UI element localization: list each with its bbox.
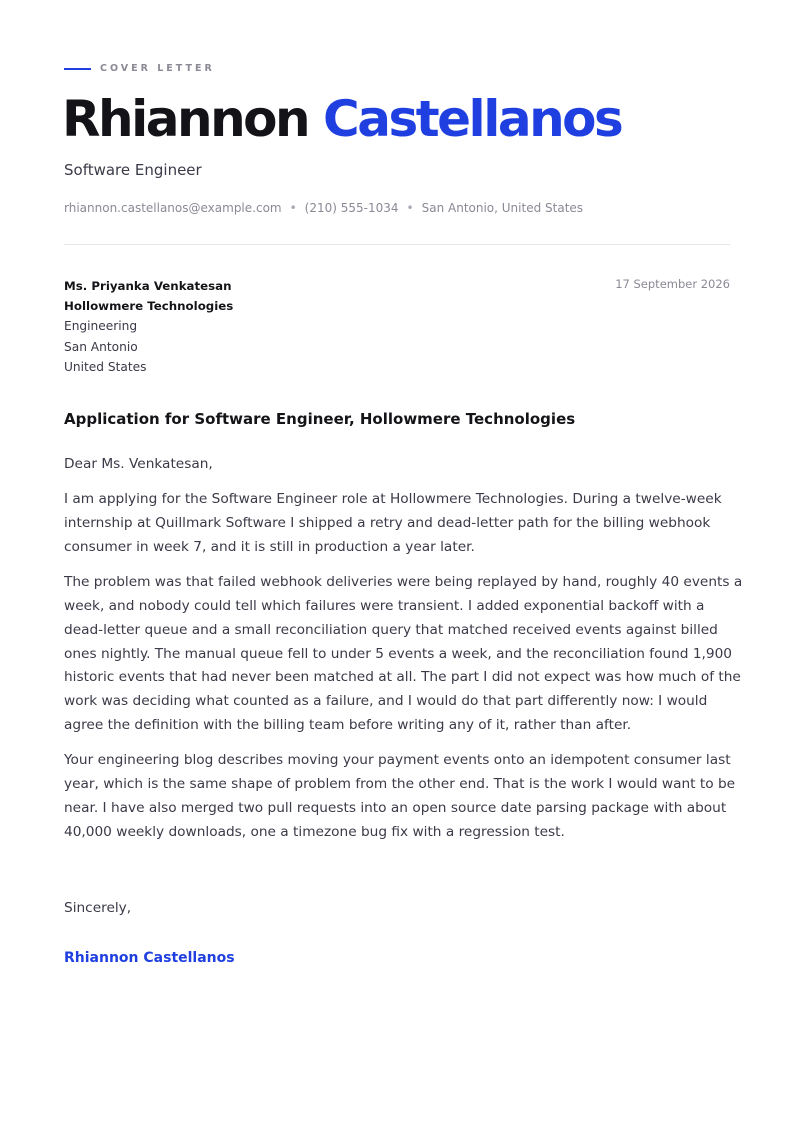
document-eyebrow — [64, 63, 215, 74]
contact-line — [64, 201, 583, 215]
recipient-country: United States — [64, 359, 147, 374]
eyebrow-accent-line — [64, 68, 91, 70]
body-paragraph-1: I am applying for the Software Engineer role at Hollowmere Technologies. During a twelve-week internship at Quillmark Software I shipped a retry and dead-letter path for the billing webhook consumer in week 7, and it is still in production a year later. — [64, 491, 722, 555]
contact-separator: • — [289, 201, 297, 215]
contact-phone[interactable]: (210) 555-1034 — [304, 201, 399, 215]
contact-location: San Antonio, United States — [421, 201, 584, 215]
contact-email[interactable]: rhiannon.castellanos@example.com — [64, 201, 282, 215]
letter-date: 17 September 2026 — [615, 277, 730, 291]
salutation: Dear Ms. Venkatesan, — [64, 456, 213, 472]
eyebrow-label: COVER LETTER — [100, 63, 215, 74]
letter-body — [64, 453, 744, 856]
first-name: Rhiannon — [62, 90, 309, 148]
body-paragraph-3: Your engineering blog describes moving your payment events onto an idempotent consumer last year, which is the same shape of problem from the other end. That is the work I would want to be near. I have also merged two pull requests into an open source date parsing package with about 40,000 weekly downloads, one a timezone bug fix with a regression test. — [64, 752, 736, 840]
letter-subject: Application for Software Engineer, Hollowmere Technologies — [64, 410, 576, 428]
header-divider — [64, 244, 730, 245]
letter-closing: Sincerely, — [64, 900, 132, 916]
recipient-name: Ms. Priyanka Venkatesan — [64, 279, 232, 293]
body-paragraph-2: The problem was that failed webhook deliveries were being replayed by hand, roughly 40 events a week, and nobody could tell which failures were transient. I added exponential backoff with a dead-letter queue and a small reconciliation query that matched received events against billed ones nightly. The manual queue fell to under 5 events a week, and the reconciliation found 1,900 historic events that had never been matched at all. The part I did not expect was how much of the work was deciding what counted as a failure, and I would do that part differently now: I would agree the definition with the billing team before writing any of it, rather than after. — [64, 574, 743, 733]
applicant-role: Software Engineer — [64, 161, 202, 179]
recipient-city: San Antonio — [64, 339, 138, 354]
recipient-block — [64, 276, 233, 377]
last-name: Castellanos — [323, 90, 622, 148]
recipient-company: Hollowmere Technologies — [64, 299, 234, 314]
contact-separator: • — [406, 201, 414, 215]
applicant-name — [62, 88, 621, 150]
recipient-department: Engineering — [64, 319, 138, 334]
letter-signature: Rhiannon Castellanos — [64, 950, 235, 966]
